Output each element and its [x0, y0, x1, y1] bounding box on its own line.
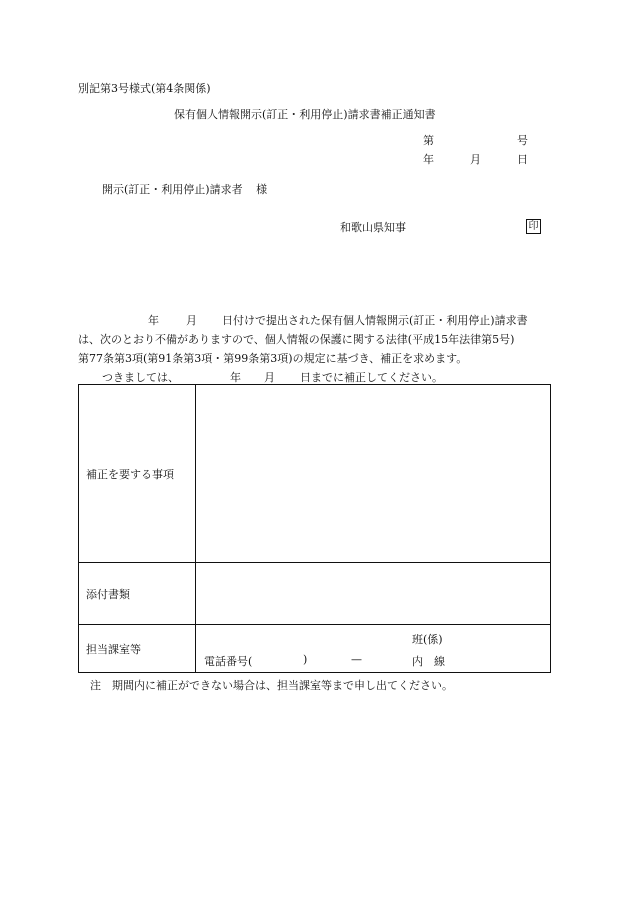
- extension-label: 内 線: [412, 655, 445, 668]
- phone-dash: —: [351, 653, 362, 666]
- date-day-label: 日: [517, 153, 528, 166]
- body-line4-start: つきましては、: [102, 371, 179, 384]
- table-row: [79, 385, 551, 563]
- table-row: [79, 625, 551, 673]
- section-label: 班(係): [412, 633, 443, 646]
- number-suffix: 号: [517, 134, 528, 147]
- correction-items-label: 補正を要する事項: [79, 385, 196, 563]
- date-month-label: 月: [470, 153, 481, 166]
- body-line1-year: 年: [148, 314, 159, 327]
- addressee-label: [102, 181, 267, 197]
- department-field[interactable]: [196, 625, 551, 673]
- body-line4-year: 年: [230, 371, 241, 384]
- body-line2: は、次のとおり不備がありますので、個人情報の保護に関する法律(平成15年法律第5号): [78, 333, 515, 346]
- department-label: 担当課室等: [79, 625, 196, 673]
- number-prefix: 第: [423, 134, 434, 147]
- attachments-field[interactable]: [196, 563, 551, 625]
- honorific: 様: [256, 183, 268, 196]
- table-row: [79, 563, 551, 625]
- body-line3: 第77条第3項(第91条第3項・第99条第3項)の規定に基づき、補正を求めます。: [78, 352, 468, 365]
- body-line4-rest: 日までに補正してください。: [300, 371, 443, 384]
- date-year-label: 年: [423, 153, 434, 166]
- phone-label: 電話番号(: [204, 655, 253, 668]
- sender-name: 和歌山県知事: [340, 221, 406, 234]
- seal-mark: 印: [526, 219, 541, 234]
- attachments-label: 添付書類: [79, 563, 196, 625]
- body-line1: 日付けで提出された保有個人情報開示(訂正・利用停止)請求書: [222, 314, 528, 327]
- form-reference: 別記第3号様式(第4条関係): [78, 82, 211, 95]
- footnote: 注 期間内に補正ができない場合は、担当課室等まで申し出てください。: [90, 679, 453, 692]
- requester-label: 開示(訂正・利用停止)請求者: [102, 183, 243, 196]
- phone-close: ): [303, 653, 308, 666]
- document-title: 保有個人情報開示(訂正・利用停止)請求書補正通知書: [174, 108, 436, 121]
- body-line1-month: 月: [186, 314, 197, 327]
- correction-items-field[interactable]: [196, 385, 551, 563]
- correction-table: [78, 384, 551, 673]
- body-line4-month: 月: [264, 371, 275, 384]
